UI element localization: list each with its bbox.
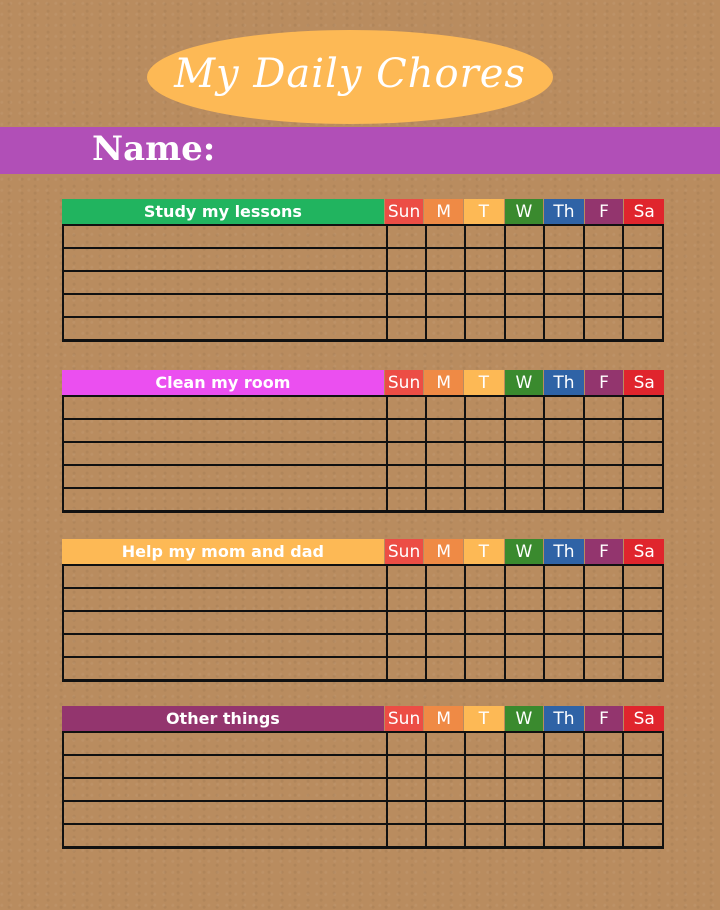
checkbox-cell[interactable] [464, 318, 504, 339]
chore-cell[interactable] [64, 802, 386, 823]
checkbox-cell[interactable] [504, 397, 543, 418]
checkbox-cell[interactable] [583, 295, 622, 316]
checkbox-cell[interactable] [622, 489, 662, 510]
checkbox-cell[interactable] [464, 802, 504, 823]
checkbox-cell[interactable] [386, 489, 425, 510]
day-header: F [584, 706, 624, 731]
checkbox-cell[interactable] [583, 658, 622, 679]
checkbox-cell[interactable] [622, 318, 662, 339]
day-header: F [584, 370, 624, 395]
day-header: M [423, 199, 463, 224]
checkbox-cell[interactable] [543, 226, 583, 247]
checkbox-cell[interactable] [504, 420, 543, 441]
checkbox-cell[interactable] [504, 566, 543, 587]
checkbox-cell[interactable] [425, 226, 464, 247]
chore-cell[interactable] [64, 756, 386, 777]
checkbox-cell[interactable] [386, 589, 425, 610]
checkbox-cell[interactable] [386, 420, 425, 441]
checkbox-cell[interactable] [504, 802, 543, 823]
checkbox-cell[interactable] [464, 825, 504, 846]
chore-cell[interactable] [64, 589, 386, 610]
checkbox-cell[interactable] [464, 226, 504, 247]
checkbox-cell[interactable] [583, 802, 622, 823]
checkbox-cell[interactable] [386, 226, 425, 247]
chore-grid [62, 224, 664, 342]
checkbox-cell[interactable] [583, 443, 622, 464]
checkbox-cell[interactable] [583, 733, 622, 754]
checkbox-cell[interactable] [622, 658, 662, 679]
day-header: Sun [384, 706, 424, 731]
table-row [64, 658, 662, 681]
checkbox-cell[interactable] [425, 825, 464, 846]
day-header: F [584, 539, 624, 564]
table-row [64, 635, 662, 658]
checkbox-cell[interactable] [425, 443, 464, 464]
chore-cell[interactable] [64, 658, 386, 679]
table-row [64, 420, 662, 443]
chore-cell[interactable] [64, 226, 386, 247]
table-row [64, 589, 662, 612]
chore-cell[interactable] [64, 295, 386, 316]
checkbox-cell[interactable] [464, 566, 504, 587]
checkbox-cell[interactable] [622, 756, 662, 777]
table-row [64, 397, 662, 420]
day-header: T [463, 706, 504, 731]
table-row [64, 825, 662, 848]
chore-cell[interactable] [64, 318, 386, 339]
checkbox-cell[interactable] [543, 466, 583, 487]
checkbox-cell[interactable] [583, 589, 622, 610]
checkbox-cell[interactable] [504, 612, 543, 633]
checkbox-cell[interactable] [622, 733, 662, 754]
checkbox-cell[interactable] [504, 635, 543, 656]
chore-table [62, 199, 664, 342]
checkbox-cell[interactable] [622, 802, 662, 823]
checkbox-cell[interactable] [386, 295, 425, 316]
checkbox-cell[interactable] [386, 443, 425, 464]
checkbox-cell[interactable] [583, 318, 622, 339]
checkbox-cell[interactable] [464, 420, 504, 441]
checkbox-cell[interactable] [622, 589, 662, 610]
chore-cell[interactable] [64, 779, 386, 800]
checkbox-cell[interactable] [504, 272, 543, 293]
checkbox-cell[interactable] [583, 756, 622, 777]
checkbox-cell[interactable] [464, 779, 504, 800]
checkbox-cell[interactable] [425, 779, 464, 800]
day-header: Th [543, 706, 584, 731]
checkbox-cell[interactable] [543, 420, 583, 441]
checkbox-cell[interactable] [543, 249, 583, 270]
checkbox-cell[interactable] [464, 489, 504, 510]
day-header: Sun [384, 199, 424, 224]
day-header: W [504, 370, 544, 395]
day-header: Th [543, 370, 584, 395]
checkbox-cell[interactable] [386, 272, 425, 293]
table-row [64, 295, 662, 318]
checkbox-cell[interactable] [543, 635, 583, 656]
day-header: T [463, 539, 504, 564]
checkbox-cell[interactable] [386, 733, 425, 754]
chore-category-title: Study my lessons [62, 199, 384, 224]
checkbox-cell[interactable] [504, 756, 543, 777]
name-label: Name: [92, 129, 216, 169]
checkbox-cell[interactable] [583, 825, 622, 846]
chore-category-title: Other things [62, 706, 384, 731]
checkbox-cell[interactable] [622, 272, 662, 293]
chore-table [62, 370, 664, 513]
table-row [64, 318, 662, 341]
table-row [64, 802, 662, 825]
day-header: Sun [384, 539, 424, 564]
checkbox-cell[interactable] [583, 226, 622, 247]
checkbox-cell[interactable] [622, 566, 662, 587]
checkbox-cell[interactable] [583, 272, 622, 293]
checkbox-cell[interactable] [543, 802, 583, 823]
day-header: Th [543, 539, 584, 564]
checkbox-cell[interactable] [386, 802, 425, 823]
checkbox-cell[interactable] [464, 272, 504, 293]
day-header: Sun [384, 370, 424, 395]
chore-cell[interactable] [64, 420, 386, 441]
checkbox-cell[interactable] [386, 466, 425, 487]
checkbox-cell[interactable] [622, 397, 662, 418]
checkbox-cell[interactable] [425, 589, 464, 610]
checkbox-cell[interactable] [386, 825, 425, 846]
checkbox-cell[interactable] [543, 295, 583, 316]
checkbox-cell[interactable] [504, 466, 543, 487]
day-header: Sa [623, 706, 664, 731]
day-header: Sa [623, 370, 664, 395]
checkbox-cell[interactable] [464, 733, 504, 754]
chore-cell[interactable] [64, 612, 386, 633]
checkbox-cell[interactable] [464, 443, 504, 464]
checkbox-cell[interactable] [425, 566, 464, 587]
checkbox-cell[interactable] [386, 756, 425, 777]
checkbox-cell[interactable] [622, 635, 662, 656]
chore-cell[interactable] [64, 825, 386, 846]
checkbox-cell[interactable] [543, 589, 583, 610]
checkbox-cell[interactable] [622, 779, 662, 800]
table-row [64, 612, 662, 635]
day-header: W [504, 706, 544, 731]
chore-cell[interactable] [64, 466, 386, 487]
chore-category-title: Clean my room [62, 370, 384, 395]
checkbox-cell[interactable] [583, 566, 622, 587]
day-header: W [504, 199, 544, 224]
checkbox-cell[interactable] [386, 249, 425, 270]
checkbox-cell[interactable] [543, 658, 583, 679]
table-row [64, 756, 662, 779]
checkbox-cell[interactable] [583, 420, 622, 441]
checkbox-cell[interactable] [504, 779, 543, 800]
checkbox-cell[interactable] [622, 420, 662, 441]
chore-table-header [62, 370, 664, 395]
checkbox-cell[interactable] [464, 756, 504, 777]
checkbox-cell[interactable] [543, 489, 583, 510]
chore-table-header [62, 706, 664, 731]
chore-grid [62, 395, 664, 513]
checkbox-cell[interactable] [425, 466, 464, 487]
day-header: Sa [623, 199, 664, 224]
chore-cell[interactable] [64, 489, 386, 510]
checkbox-cell[interactable] [543, 733, 583, 754]
checkbox-cell[interactable] [583, 489, 622, 510]
checkbox-cell[interactable] [464, 295, 504, 316]
checkbox-cell[interactable] [543, 318, 583, 339]
checkbox-cell[interactable] [425, 635, 464, 656]
checkbox-cell[interactable] [543, 825, 583, 846]
checkbox-cell[interactable] [622, 612, 662, 633]
checkbox-cell[interactable] [386, 318, 425, 339]
checkbox-cell[interactable] [425, 612, 464, 633]
chore-category-title: Help my mom and dad [62, 539, 384, 564]
chore-table-header [62, 539, 664, 564]
chore-cell[interactable] [64, 249, 386, 270]
table-row [64, 466, 662, 489]
table-row [64, 733, 662, 756]
checkbox-cell[interactable] [583, 249, 622, 270]
checkbox-cell[interactable] [386, 779, 425, 800]
day-header: M [423, 539, 463, 564]
checkbox-cell[interactable] [464, 658, 504, 679]
day-header: T [463, 370, 504, 395]
chore-cell[interactable] [64, 443, 386, 464]
checkbox-cell[interactable] [583, 612, 622, 633]
day-header: W [504, 539, 544, 564]
chore-table-header [62, 199, 664, 224]
checkbox-cell[interactable] [543, 443, 583, 464]
checkbox-cell[interactable] [622, 295, 662, 316]
day-header: M [423, 706, 463, 731]
table-row [64, 566, 662, 589]
checkbox-cell[interactable] [425, 318, 464, 339]
checkbox-cell[interactable] [504, 825, 543, 846]
table-row [64, 443, 662, 466]
name-bar [0, 127, 720, 174]
checkbox-cell[interactable] [386, 566, 425, 587]
checkbox-cell[interactable] [543, 779, 583, 800]
checkbox-cell[interactable] [464, 249, 504, 270]
checkbox-cell[interactable] [504, 318, 543, 339]
checkbox-cell[interactable] [464, 466, 504, 487]
checkbox-cell[interactable] [543, 566, 583, 587]
day-header: Th [543, 199, 584, 224]
checkbox-cell[interactable] [425, 802, 464, 823]
chore-table [62, 706, 664, 849]
chore-table [62, 539, 664, 682]
checkbox-cell[interactable] [622, 249, 662, 270]
checkbox-cell[interactable] [504, 226, 543, 247]
checkbox-cell[interactable] [425, 489, 464, 510]
checkbox-cell[interactable] [504, 489, 543, 510]
page-title: My Daily Chores [174, 51, 526, 97]
checkbox-cell[interactable] [543, 612, 583, 633]
checkbox-cell[interactable] [464, 397, 504, 418]
checkbox-cell[interactable] [543, 272, 583, 293]
chore-grid [62, 731, 664, 849]
checkbox-cell[interactable] [543, 756, 583, 777]
day-header: M [423, 370, 463, 395]
checkbox-cell[interactable] [583, 466, 622, 487]
checkbox-cell[interactable] [622, 226, 662, 247]
checkbox-cell[interactable] [425, 249, 464, 270]
checkbox-cell[interactable] [425, 658, 464, 679]
checkbox-cell[interactable] [425, 420, 464, 441]
checkbox-cell[interactable] [583, 779, 622, 800]
checkbox-cell[interactable] [386, 635, 425, 656]
checkbox-cell[interactable] [504, 443, 543, 464]
checkbox-cell[interactable] [622, 825, 662, 846]
checkbox-cell[interactable] [464, 589, 504, 610]
day-header: T [463, 199, 504, 224]
checkbox-cell[interactable] [583, 635, 622, 656]
checkbox-cell[interactable] [425, 272, 464, 293]
checkbox-cell[interactable] [425, 756, 464, 777]
checkbox-cell[interactable] [504, 658, 543, 679]
checkbox-cell[interactable] [386, 397, 425, 418]
checkbox-cell[interactable] [386, 658, 425, 679]
checkbox-cell[interactable] [504, 249, 543, 270]
day-header: Sa [623, 539, 664, 564]
checkbox-cell[interactable] [464, 635, 504, 656]
table-row [64, 249, 662, 272]
checkbox-cell[interactable] [425, 733, 464, 754]
chore-grid [62, 564, 664, 682]
checkbox-cell[interactable] [583, 397, 622, 418]
checkbox-cell[interactable] [425, 397, 464, 418]
checkbox-cell[interactable] [504, 589, 543, 610]
checkbox-cell[interactable] [504, 295, 543, 316]
checkbox-cell[interactable] [464, 612, 504, 633]
checkbox-cell[interactable] [622, 466, 662, 487]
day-header: F [584, 199, 624, 224]
checkbox-cell[interactable] [425, 295, 464, 316]
chore-cell[interactable] [64, 566, 386, 587]
table-row [64, 272, 662, 295]
chore-cell[interactable] [64, 397, 386, 418]
checkbox-cell[interactable] [386, 612, 425, 633]
table-row [64, 779, 662, 802]
checkbox-cell[interactable] [543, 397, 583, 418]
checkbox-cell[interactable] [622, 443, 662, 464]
chore-cell[interactable] [64, 272, 386, 293]
checkbox-cell[interactable] [504, 733, 543, 754]
table-row [64, 489, 662, 512]
chore-cell[interactable] [64, 733, 386, 754]
chore-cell[interactable] [64, 635, 386, 656]
title-banner [147, 30, 553, 124]
table-row [64, 226, 662, 249]
